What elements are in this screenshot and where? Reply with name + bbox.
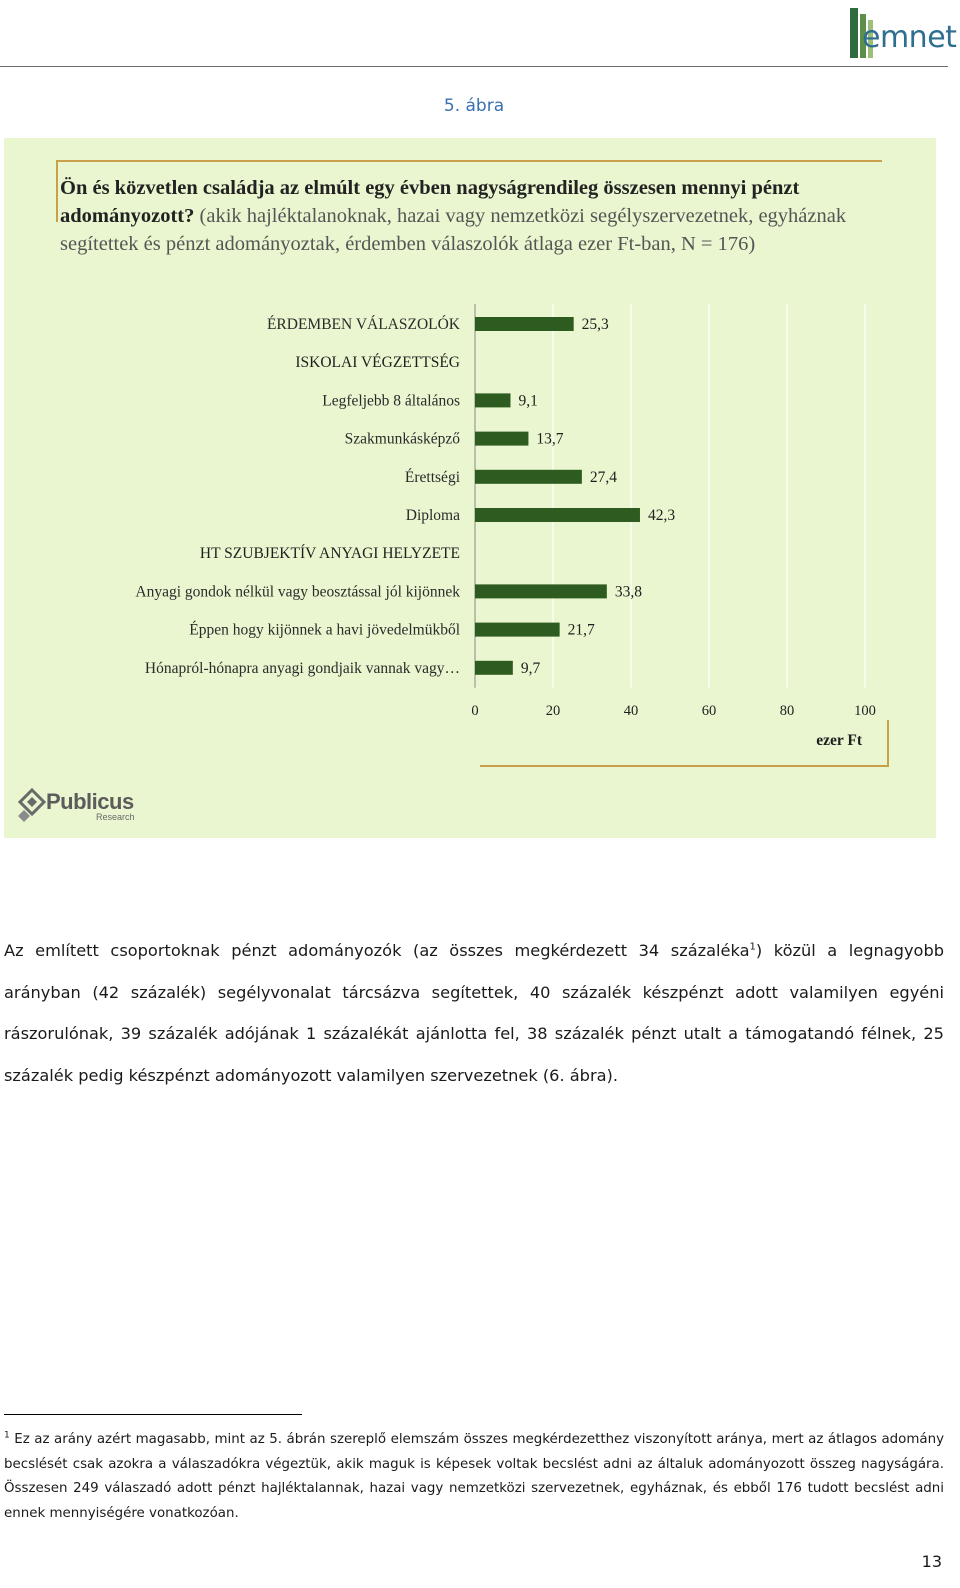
x-tick-label: 40 (623, 703, 639, 719)
footnote-divider (4, 1414, 302, 1415)
data-label: 25,3 (581, 316, 609, 333)
x-tick-label: 100 (854, 703, 876, 719)
bar (475, 623, 560, 637)
figure-label: 5. ábra (443, 96, 505, 116)
category-label: Szakmunkásképző (344, 430, 460, 448)
bar (475, 470, 582, 484)
category-label: Éppen hogy kijönnek a havi jövedelmükből (189, 621, 460, 639)
publicus-logo-icon (18, 788, 46, 822)
data-label: 21,7 (567, 621, 595, 639)
bar (475, 584, 607, 598)
category-label: HT SZUBJEKTÍV ANYAGI HELYZETE (199, 545, 460, 563)
category-label: Diploma (405, 507, 460, 524)
data-label: 27,4 (589, 468, 617, 486)
bar (475, 393, 510, 407)
category-label: Hónapról-hónapra anyagi gondjaik vannak vagy… (144, 659, 460, 677)
data-label: 9,1 (518, 392, 538, 410)
data-label: 42,3 (647, 507, 676, 524)
emnet-logo-text: emnet (862, 20, 957, 55)
x-tick-label: 80 (779, 703, 795, 719)
bar (475, 661, 513, 675)
publicus-logo-sub: Research (96, 812, 135, 822)
category-label: ÉRDEMBEN VÁLASZOLÓK (266, 316, 460, 333)
category-label: ISKOLAI VÉGZETTSÉG (295, 354, 460, 372)
bar (475, 508, 640, 522)
bar (475, 317, 574, 331)
body-text-part-1: Az említett csoportoknak pénzt adományozók (az összes megkérdezett 34 százaléka (4, 941, 750, 960)
x-tick-label: 60 (701, 703, 717, 719)
category-label: Anyagi gondok nélkül vagy beosztással jól kijönnek (135, 583, 460, 601)
footnote-ref[interactable]: 1 (749, 941, 756, 953)
page-number: 13 (921, 1552, 942, 1571)
data-label: 33,8 (614, 583, 642, 601)
x-axis-label: ezer Ft (816, 732, 862, 749)
category-label: Érettségi (404, 468, 460, 486)
data-label: 9,7 (520, 659, 541, 677)
data-label: 13,7 (536, 430, 564, 448)
footnote-marker: 1 (4, 1430, 10, 1441)
body-paragraph (4, 930, 944, 1096)
question-rest: (akik hajléktalanoknak, hazai vagy nemzetközi segélyszervezetnek, egyháznak segítettek és pénzt adományoztak, érdemben válaszolók átlaga ezer Ft-ban, N = 176) (60, 205, 847, 255)
footnote-text: Ez az arány azért magasabb, mint az 5. ábrán szereplő elemszám összes megkérdezetthez viszonyított aránya, mert az átlagos adomány becslését csak azokra a válaszadókra végeztük, akik maguk is képesek voltak becslést adni az általuk adományozott összeg nagyságára. Összesen 249 válaszadó adott pénzt hajléktalannak, hazai vagy nemzetközi szervezetnek, egyháznak, és ebből 176 tudott becslést adni ennek mennyiségére vonatkozóan. (4, 1432, 944, 1521)
bar-chart (0, 0, 960, 780)
x-tick-label: 0 (471, 703, 479, 719)
x-tick-label: 20 (545, 703, 561, 719)
bar (475, 432, 528, 446)
publicus-logo-text: Publicus (46, 789, 134, 814)
body-text-part-2: ) közül a legnagyobb arányban (42 százalék) segélyvonalat tárcsázva segítettek, 40 százalék készpénzt adott valamilyen egyéni rászorulónak, 39 százalék adójának 1 százalékát ajánlotta fel, 38 százalék pénzt utalt a támogatandó félnek, 25 százalék pedig készpénzt adományozott valamilyen szervezetnek (6. ábra). (4, 941, 944, 1085)
footnote (4, 1428, 944, 1526)
category-label: Legfeljebb 8 általános (322, 392, 460, 410)
question-bold: Ön és közvetlen családja az elmúlt egy évben nagyságrendileg összesen mennyi pénzt adományozott? (60, 177, 800, 227)
